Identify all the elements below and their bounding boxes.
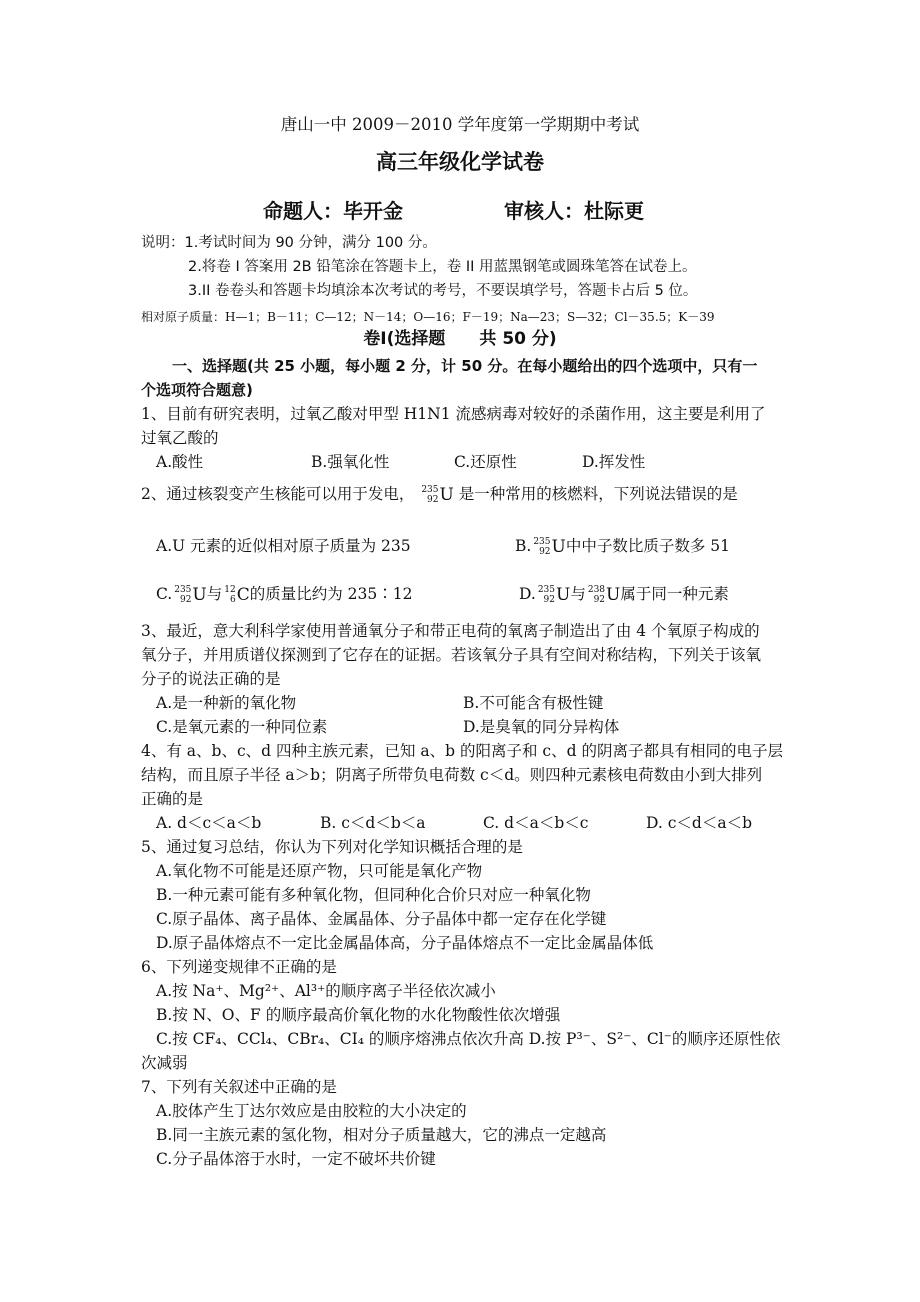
option-text: 中中子数比质子数多 51 <box>565 537 730 555</box>
q6-option-a: A.按 Na⁺、Mg²⁺、Al³⁺的顺序离子半径依次减小 <box>156 982 496 1000</box>
q3-stem-cont-2: 分子的说法正确的是 <box>141 670 281 688</box>
q2-stem-post: 是一种常用的核燃料，下列说法错误的是 <box>458 485 738 503</box>
isotope-number: 92 <box>593 595 606 605</box>
isotope-number: 6 <box>229 595 236 605</box>
isotope-symbol: C <box>236 585 250 605</box>
q1-option-a: A.酸性 <box>156 453 204 471</box>
q4-stem-cont-2: 正确的是 <box>141 790 204 808</box>
q6-option-c: C.按 CF₄、CCl₄、CBr₄、CI₄ 的顺序熔沸点依次升高 D.按 P³⁻、S²⁻、Cl⁻的顺序还原性依 <box>156 1030 781 1048</box>
uranium-235-isotope <box>421 483 454 506</box>
q1-stem: 1、目前有研究表明，过氧乙酸对甲型 H1N1 流感病毒对较好的杀菌作用，这主要是利用了 <box>141 405 766 423</box>
section-instruction-1: 一、选择题(共 25 小题，每小题 2 分，计 50 分。在每小题给出的四个选项中，只有一 <box>172 357 758 375</box>
q4-option-c: C. d＜a＜b＜c <box>483 814 589 832</box>
isotope-symbol: U <box>192 585 207 605</box>
q3-stem-cont: 氧分子，并用质谱仪探测到了它存在的证据。若该氧分子具有空间对称结构，下列关于该氧 <box>141 646 762 664</box>
section-title: 卷Ⅰ(选择题 共 50 分) <box>363 329 557 349</box>
q3-option-d: D.是臭氧的同分异构体 <box>463 718 620 736</box>
uranium-235-isotope <box>533 535 566 558</box>
paper-title: 高三年级化学试卷 <box>376 150 544 174</box>
section-instruction-2: 个选项符合题意) <box>141 381 253 399</box>
q7-option-c: C.分子晶体溶于水时，一定不破坏共价键 <box>156 1150 436 1168</box>
q1-option-d: D.挥发性 <box>582 453 646 471</box>
q2-option-b <box>515 535 730 558</box>
q3-option-b: B.不可能含有极性键 <box>463 694 604 712</box>
option-text: 与 <box>570 585 586 603</box>
q2-option-d <box>519 583 729 606</box>
q2-stem <box>141 483 738 506</box>
q2-option-a: A.U 元素的近似相对原子质量为 235 <box>156 537 411 555</box>
q6-option-cont: 次减弱 <box>141 1054 188 1072</box>
q4-stem-cont: 结构，而且原子半径 a＞b；阴离子所带负电荷数 c＜d。则四种元素核电荷数由小到大排列 <box>141 766 763 784</box>
q2-stem-pre: 2、通过核裂变产生核能可以用于发电， <box>141 485 415 503</box>
q3-option-a: A.是一种新的氧化物 <box>156 694 297 712</box>
atomic-masses: 相对原子质量：H—1；B－11；C—12；N－14；O—16；F－19；Na—23；S—32；Cl－35.5；K－39 <box>141 310 715 324</box>
q5-option-d: D.原子晶体熔点不一定比金属晶体高，分子晶体熔点不一定比金属晶体低 <box>156 934 654 952</box>
q3-stem: 3、最近，意大利科学家使用普通氧分子和带正电荷的氧离子制造出了由 4 个氧原子构成的 <box>141 622 760 640</box>
isotope-number: 92 <box>179 595 192 605</box>
isotope-symbol: U <box>551 537 566 557</box>
q4-option-a: A. d＜c＜a＜b <box>156 814 262 832</box>
q1-stem-cont: 过氧乙酸的 <box>141 429 219 447</box>
isotope-mass: 12 <box>224 585 236 595</box>
uranium-235-isotope <box>538 583 571 606</box>
author: 命题人：毕开金 <box>263 199 403 223</box>
option-label: D. <box>519 585 536 603</box>
reviewer: 审核人：杜际更 <box>504 199 644 223</box>
isotope-number: 92 <box>543 595 555 605</box>
option-text: 与 <box>206 585 223 603</box>
isotope-symbol: U <box>606 585 621 605</box>
isotope-number: 92 <box>427 495 439 505</box>
q6-option-b: B.按 N、O、F 的顺序最高价氧化物的水化物酸性依次增强 <box>156 1006 561 1024</box>
isotope-mass: 235 <box>421 485 439 495</box>
option-label: B. <box>515 537 532 555</box>
carbon-12-isotope <box>224 583 249 606</box>
q3-option-c: C.是氧元素的一种同位素 <box>156 718 328 736</box>
q5-option-c: C.原子晶体、离子晶体、金属晶体、分子晶体中都一定存在化学键 <box>156 910 607 928</box>
q5-option-b: B.一种元素可能有多种氧化物，但同种化合价只对应一种氧化物 <box>156 886 591 904</box>
note-1: 说明：1.考试时间为 90 分钟，满分 100 分。 <box>141 235 437 251</box>
school-title: 唐山一中 2009－2010 学年度第一学期期中考试 <box>280 115 640 134</box>
q2-option-c <box>156 583 412 606</box>
note-3: 3.II 卷卷头和答题卡均填涂本次考试的考号，不要误填学号，答题卡占后 5 位。 <box>188 283 698 299</box>
q7-option-b: B.同一主族元素的氢化物，相对分子质量越大，它的沸点一定越高 <box>156 1126 607 1144</box>
q7-stem: 7、下列有关叙述中正确的是 <box>141 1078 337 1096</box>
isotope-symbol: U <box>439 485 454 505</box>
option-label: C. <box>156 585 173 603</box>
q5-option-a: A.氧化物不可能是还原产物，只可能是氧化产物 <box>156 862 483 880</box>
option-text: 的质量比约为 235∶12 <box>249 585 413 603</box>
option-text: 属于同一种元素 <box>620 585 729 603</box>
isotope-mass: 235 <box>533 537 551 547</box>
q4-stem: 4、有 a、b、c、d 四种主族元素，已知 a、b 的阳离子和 c、d 的阴离子都具有相同的电子层 <box>141 742 783 760</box>
note-2: 2.将卷 I 答案用 2B 铅笔涂在答题卡上，卷 II 用蓝黑钢笔或圆珠笔答在试卷上。 <box>188 259 697 275</box>
uranium-235-isotope <box>174 583 207 606</box>
q7-option-a: A.胶体产生丁达尔效应是由胶粒的大小决定的 <box>156 1102 467 1120</box>
q4-option-b: B. c＜d＜b＜a <box>320 814 426 832</box>
isotope-symbol: U <box>556 585 571 605</box>
uranium-238-isotope <box>588 583 621 606</box>
isotope-mass: 235 <box>537 585 555 595</box>
isotope-mass: 238 <box>587 585 606 595</box>
isotope-number: 92 <box>539 547 551 557</box>
q1-option-c: C.还原性 <box>454 453 517 471</box>
isotope-mass: 235 <box>174 585 192 595</box>
q4-option-d: D. c＜d＜a＜b <box>646 814 752 832</box>
q5-stem: 5、通过复习总结，你认为下列对化学知识概括合理的是 <box>141 838 523 856</box>
q6-stem: 6、下列递变规律不正确的是 <box>141 958 337 976</box>
q1-option-b: B.强氧化性 <box>311 453 390 471</box>
